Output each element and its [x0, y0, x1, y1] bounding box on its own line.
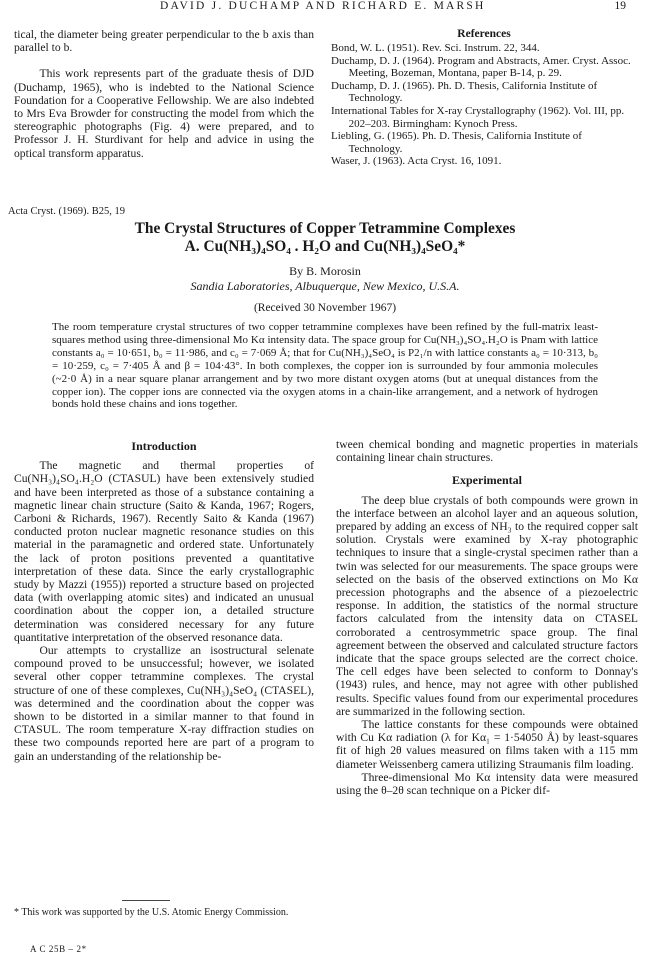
running-header — [0, 0, 650, 14]
page-number: 19 — [614, 0, 626, 12]
acknowledgements-paragraph: This work represents part of the graduate thesis of DJD (Duchamp, 1965), who is indebted to the National Science Foundation for a Cooperative Fellowship. We are also indebted to Mrs Eva Browder for constructing the model from which the stereographic photographs (Fig. 4) were prepared, and to Professor J. H. Sturdivant for help and advice in using the optical transform apparatus. — [14, 67, 314, 160]
experimental-paragraph: The lattice constants for these compounds were obtained with Cu Kα radiation (λ for Kα₁ = 1·54050 Å) by least-squares fit of high 2θ values measured on films taken with a 115 mm diameter Weissenberg camera utilizing Straumanis film loading. — [336, 718, 638, 771]
article-right-column — [336, 438, 638, 797]
article-title-line-1: The Crystal Structures of Copper Tetrammine Complexes — [134, 220, 516, 237]
reference-item: Liebling, G. (1965). Ph. D. Thesis, California Institute of Technology. — [331, 130, 582, 155]
footnote: * This work was supported by the U.S. Atomic Energy Commission. — [14, 907, 289, 918]
reference-item: Duchamp, D. J. (1964). Program and Abstracts, Amer. Cryst. Assoc. Meeting, Bozeman, Montana, paper B-14, p. 29. — [331, 54, 631, 80]
continuation-paragraph: tween chemical bonding and magnetic properties in materials containing linear chain structures. — [336, 438, 638, 465]
introduction-paragraph: The magnetic and thermal properties of Cu(NH₃)₄SO₄.H₂O (CTASUL) have been extensively studied and have been interpreted as those of a substance containing a magnetic linear chain structure (Saito & Kanda, 1967; Rogers, Carboni & Richards, 1967). Recently Saito & Kanda (1967) conducted proton nuclear magnetic resonance studies on this material in the paramagnetic and ordered state. Unfortunately the lack of proton positions prevented a quantitative interpretation of these data. Since the early crystallographic study by Mazzi (1955)) reported a structure based on projected data (with overlapping atomic sites) and indicated an unusual coordination about the copper ion, a detailed structure determination was considered necessary for any future quantitative interpretation of the observed resonance data. — [14, 459, 314, 644]
journal-reference: Acta Cryst. (1969). B25, 19 — [8, 206, 125, 217]
experimental-paragraph: The deep blue crystals of both compounds were grown in the interface between an alcohol layer and an aqueous solution, prepared by adding an excess of NH₃ to the required copper salt solution. Crystals were examined by X-ray photographic techniques to insure that a single-crystal specimen rather than a twin was selected for our measurements. The space groups were selected on the basis of the observed extinctions on Mo Kα precession photographs and the absence of a piezoelectric response. In addition, the statistics of the normal structure factors calculated from the intensity data on CTASEL corroborated a centrosymmetric space group. The final agreement between the observed and calculated structure factors indicate that the space groups selected are the correct choice. The cell edges have been selected to conform to Donnay's (1943) rules, and hence, may not agree with other published results. Specific values found from our experimental procedures are summarized in the following section. — [336, 493, 638, 718]
experimental-paragraph: Three-dimensional Mo Kα intensity data were measured using the θ–2θ scan technique on a Picker dif- — [336, 770, 638, 798]
article-title — [0, 220, 650, 256]
experimental-heading: Experimental — [452, 473, 522, 488]
reference-item: International Tables for X-ray Crystallography (1962). Vol. III, pp. 202–203. Birmingham: Kynoch Press. — [331, 104, 625, 130]
running-header-authors: DAVID J. DUCHAMP AND RICHARD E. MARSH — [160, 0, 486, 12]
article-left-column — [14, 436, 314, 763]
reference-item: Waser, J. (1963). Acta Cryst. 16, 1091. — [331, 155, 502, 168]
introduction-paragraph: Our attempts to crystallize an isostructural selenate compound proved to be unsuccessful; however, we isolated several other copper tetrammine complexes. The crystal structure of one of these complexes, Cu(NH₃)₄SeO₄ (CTASEL), was determined and the coordination about the copper was shown to be distorted in a similar manner to that found in CTASUL. The room temperature X-ray diffraction studies on these two compounds reported here are part of a program to gain an understanding of the relationship be- — [14, 644, 314, 763]
signature-code: A C 25B – 2* — [30, 944, 87, 954]
article-title-line-2: A. Cu(NH₃)₄SO₄ . H₂O and Cu(NH₃)₄SeO₄* — [184, 238, 466, 255]
received-date: (Received 30 November 1967) — [253, 302, 397, 314]
introduction-heading: Introduction — [131, 439, 197, 453]
article-author: By B. Morosin — [289, 264, 361, 278]
prev-article-left-column — [14, 28, 314, 160]
article-abstract: The room temperature crystal structures of two copper tetrammine complexes have been refined by the full-matrix least-squares method using three-dimensional Mo Kα intensity data. The space group for Cu(NH₃)₄SO₄.H₂O is Pnam with lattice constants a₀ = 10·651, b₀ = 11·986, and c₀ = 7·069 Å; that for Cu(NH₃)₄SeO₄ is P2₁/n with lattice constants a₀ = 10·313, b₀ = 10·259, c₀ = 7·405 Å and β = 104·43°. In both complexes, the copper ion is surrounded by four ammonia molecules (~2·0 Å) in a near square planar arrangement and by two more distant oxygen atoms (but at unequal distances from the copper ion). The copper ions are connected via the oxygen atoms in a chain-like arrangement, and a network of hydrogen bonds hold these chains and ions together. — [52, 321, 598, 411]
references-section — [331, 28, 637, 168]
article-affiliation: Sandia Laboratories, Albuquerque, New Mexico, U.S.A. — [190, 279, 460, 293]
footnote-rule — [122, 900, 170, 901]
reference-item: Bond, W. L. (1951). Rev. Sci. Instrum. 22, 344. — [331, 42, 540, 54]
references-heading: References — [457, 28, 511, 40]
reference-item: Duchamp, D. J. (1965). Ph. D. Thesis, California Institute of Technology. — [331, 79, 598, 105]
prev-article-paragraph: tical, the diameter being greater perpendicular to the b axis than parallel to b. — [14, 28, 314, 55]
